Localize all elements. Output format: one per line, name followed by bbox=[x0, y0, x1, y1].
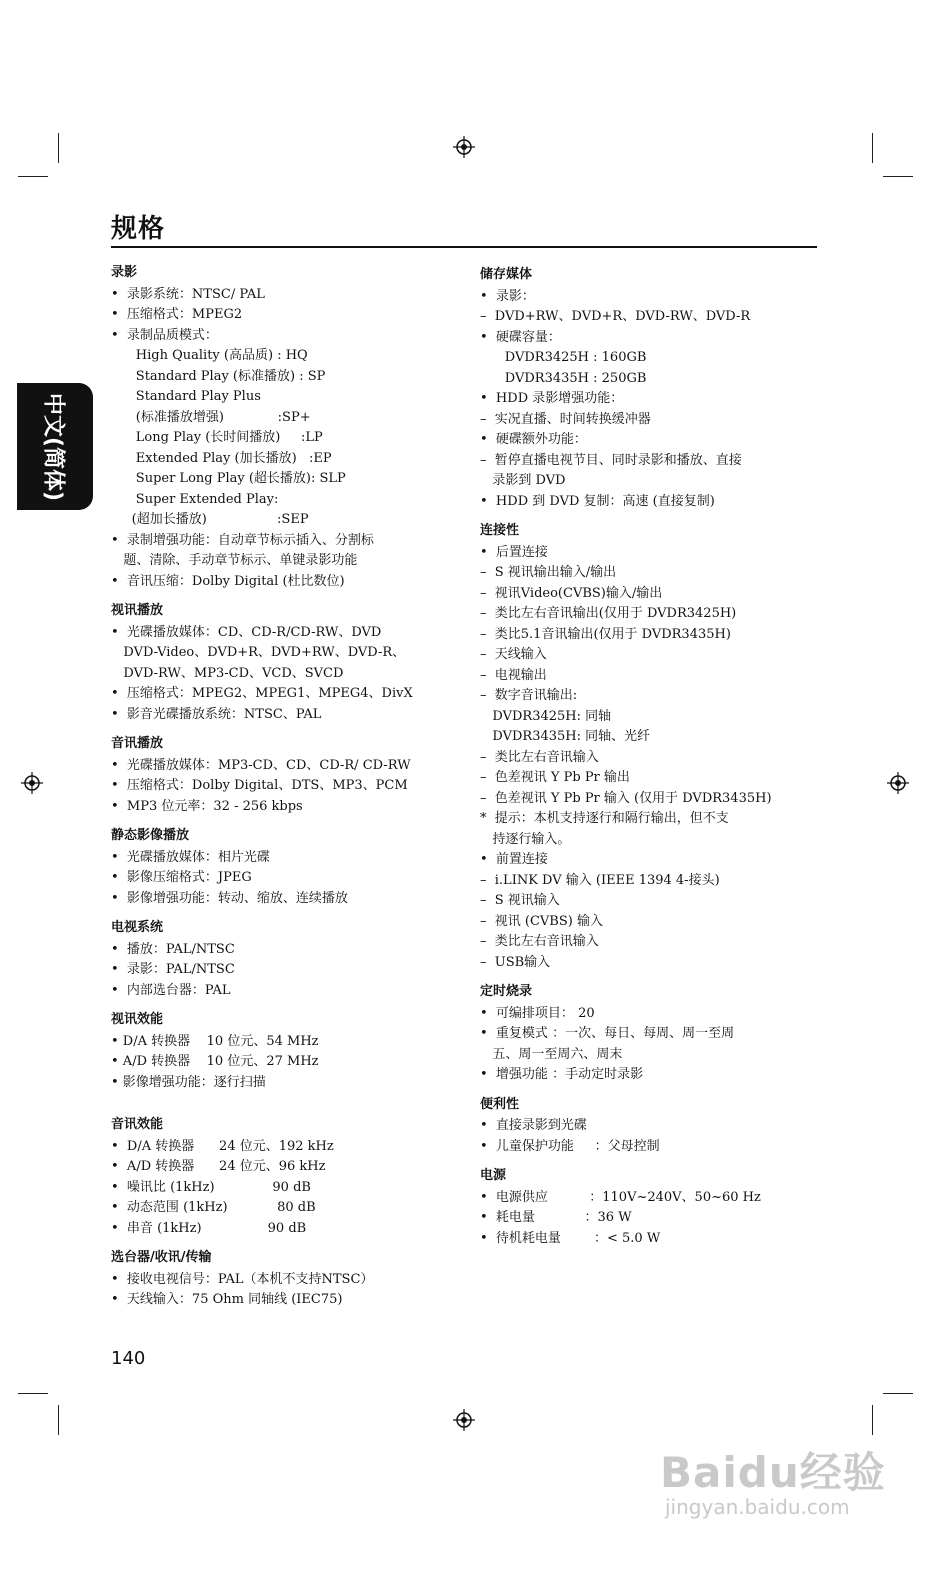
spec-line: • 录影系统：NTSC/ PAL bbox=[111, 286, 265, 302]
spec-line: • 噪讯比 (1kHz) 90 dB bbox=[111, 1179, 311, 1195]
spec-column-left bbox=[111, 263, 466, 1311]
spec-line: DVDR3425H : 160GB bbox=[480, 350, 647, 365]
spec-line: • 动态范围 (1kHz) 80 dB bbox=[111, 1200, 316, 1215]
spec-line: 五、周一至周六、周末 bbox=[480, 1046, 623, 1062]
spec-line: • 录影： bbox=[480, 288, 535, 304]
spec-line: • 天线输入：75 Ohm 同轴线 (IEC75) bbox=[111, 1292, 343, 1307]
spec-line: • 影像压缩格式：JPEG bbox=[111, 870, 252, 885]
section-heading: 音讯播放 bbox=[111, 736, 164, 751]
spec-line: • 直接录影到光碟 bbox=[480, 1118, 587, 1133]
crop-mark-top-left-v bbox=[58, 133, 59, 163]
spec-line: Long Play (长时间播放) :LP bbox=[111, 430, 323, 445]
spec-line: • 待机耗电量 ：< 5.0 W bbox=[480, 1230, 661, 1246]
spec-line: DVDR3435H : 250GB bbox=[480, 370, 647, 386]
spec-line: • 录制品质模式： bbox=[111, 327, 218, 343]
spec-line: – 色差视讯 Y Pb Pr 输出 bbox=[480, 770, 630, 785]
spec-line: • 音讯压缩：Dolby Digital (杜比数位) bbox=[111, 573, 345, 589]
spec-line: • 录制增强功能：自动章节标示插入、分割标 bbox=[111, 532, 374, 548]
spec-line: • 压缩格式：Dolby Digital、DTS、MP3、PCM bbox=[111, 778, 408, 793]
spec-line: 持逐行输入。 bbox=[480, 831, 571, 847]
spec-line: • 硬碟容量： bbox=[480, 329, 561, 345]
spec-line: DVDR3425H: 同轴 bbox=[480, 708, 612, 724]
spec-line: Super Extended Play: bbox=[111, 491, 279, 507]
spec-line: • A/D 转换器 24 位元、96 kHz bbox=[111, 1159, 326, 1174]
spec-line: – i.LINK DV 输入 (IEEE 1394 4-接头) bbox=[480, 872, 720, 888]
spec-line: • 内部选台器：PAL bbox=[111, 982, 231, 998]
spec-line: • A/D 转换器 10 位元、27 MHz bbox=[111, 1054, 319, 1069]
crop-mark-bottom-left-v bbox=[58, 1405, 59, 1435]
spec-line: • 硬碟额外功能： bbox=[480, 432, 587, 447]
spec-line: • 光碟播放媒体：相片光碟 bbox=[111, 849, 270, 865]
section-heading: 定时烧录 bbox=[480, 984, 533, 999]
watermark-url: jingyan.baidu.com bbox=[665, 1495, 850, 1519]
spec-line: – 类比左右音讯输入 bbox=[480, 934, 599, 949]
spec-line: • 增强功能 ：手动定时录影 bbox=[480, 1067, 644, 1082]
section-heading: 视讯效能 bbox=[111, 1012, 164, 1027]
section-heading: 录影 bbox=[111, 265, 138, 280]
crop-mark-bottom-right-v bbox=[872, 1405, 873, 1435]
spec-line: – DVD+RW、DVD+R、DVD-RW、DVD-R bbox=[480, 309, 751, 324]
spec-line: (超加长播放) :SEP bbox=[111, 512, 309, 527]
page-title: 规格 bbox=[111, 214, 166, 244]
registration-mark-icon bbox=[887, 772, 909, 794]
spec-line: • 重复模式 ：一次、每日、每周、周一至周 bbox=[480, 1026, 735, 1041]
spec-line: – S 视讯输入 bbox=[480, 893, 560, 908]
spec-line: • 后置连接 bbox=[480, 544, 548, 560]
spec-line: • HDD 到 DVD 复制：高速 (直接复制) bbox=[480, 493, 715, 509]
spec-line: – 视讯 (CVBS) 输入 bbox=[480, 913, 603, 929]
registration-mark-icon bbox=[21, 772, 43, 794]
section-heading: 电视系统 bbox=[111, 920, 164, 935]
registration-mark-icon bbox=[453, 1409, 475, 1431]
section-heading: 电源 bbox=[480, 1168, 507, 1183]
spec-line: DVD-RW、MP3-CD、VCD、SVCD bbox=[111, 665, 344, 681]
spec-line: * 提示：本机支持逐行和隔行输出，但不支 bbox=[480, 811, 729, 826]
crop-mark-top-left-h bbox=[18, 176, 48, 177]
spec-line: • 可编排项目： 20 bbox=[480, 1005, 595, 1021]
spec-line: • 播放：PAL/NTSC bbox=[111, 941, 235, 957]
section-heading: 储存媒体 bbox=[480, 267, 533, 282]
spec-line: • 儿童保护功能 ：父母控制 bbox=[480, 1138, 660, 1154]
spec-line: • 影像增强功能：转动、缩放、连续播放 bbox=[111, 890, 348, 906]
spec-line: – 电视输出 bbox=[480, 667, 547, 683]
spec-line: – 暂停直播电视节目、同时录影和播放、直接 bbox=[480, 452, 742, 468]
spec-line: (标准播放增强) :SP+ bbox=[111, 409, 311, 425]
spec-line: Standard Play (标准播放) : SP bbox=[111, 368, 326, 384]
spec-line: • D/A 转换器 24 位元、192 kHz bbox=[111, 1138, 334, 1154]
spec-line: – 色差视讯 Y Pb Pr 输入 (仅用于 DVDR3435H) bbox=[480, 790, 772, 806]
spec-line: – USB输入 bbox=[480, 954, 551, 970]
spec-line: • 录影：PAL/NTSC bbox=[111, 962, 235, 977]
spec-line: High Quality (高品质) : HQ bbox=[111, 348, 308, 363]
spec-line: – 视讯Video(CVBS)输入/输出 bbox=[480, 585, 663, 601]
spec-line: • 影像增强功能：逐行扫描 bbox=[111, 1074, 266, 1090]
spec-line: Extended Play (加长播放) :EP bbox=[111, 450, 332, 466]
spec-line: • 前置连接 bbox=[480, 852, 548, 867]
language-tab bbox=[17, 383, 93, 510]
spec-line: • D/A 转换器 10 位元、54 MHz bbox=[111, 1033, 319, 1049]
registration-mark-icon bbox=[453, 136, 475, 158]
spec-line: – 类比左右音讯输出(仅用于 DVDR3425H) bbox=[480, 606, 737, 621]
section-heading: 选台器/收讯/传输 bbox=[111, 1250, 212, 1265]
watermark-logo: Baidu经验 bbox=[660, 1448, 886, 1497]
section-heading: 便利性 bbox=[480, 1096, 520, 1112]
spec-line: • 接收电视信号：PAL（本机不支持NTSC） bbox=[111, 1271, 374, 1287]
spec-line: DVDR3435H: 同轴、光纤 bbox=[480, 729, 651, 744]
spec-line: • 光碟播放媒体：CD、CD-R/CD-RW、DVD bbox=[111, 624, 382, 640]
section-heading: 连接性 bbox=[480, 523, 520, 538]
spec-line: – 实况直播、时间转换缓冲器 bbox=[480, 411, 651, 427]
spec-line: • 压缩格式：MPEG2、MPEG1、MPEG4、DivX bbox=[111, 686, 413, 701]
spec-line: • 光碟播放媒体：MP3-CD、CD、CD-R/ CD-RW bbox=[111, 757, 411, 773]
title-rule bbox=[111, 246, 817, 248]
spec-line: • 串音 (1kHz) 90 dB bbox=[111, 1220, 307, 1236]
spec-line: • MP3 位元率：32 - 256 kbps bbox=[111, 798, 303, 814]
spec-line: 录影到 DVD bbox=[480, 473, 566, 488]
page-number: 140 bbox=[111, 1348, 146, 1369]
section-heading: 视讯播放 bbox=[111, 603, 164, 618]
spec-line: Super Long Play (超长播放): SLP bbox=[111, 471, 346, 486]
spec-column-right bbox=[480, 265, 820, 1249]
spec-line: – 天线输入 bbox=[480, 647, 547, 662]
spec-line: Standard Play Plus bbox=[111, 389, 261, 404]
spec-line: – 类比5.1音讯输出(仅用于 DVDR3435H) bbox=[480, 626, 731, 642]
crop-mark-top-right-v bbox=[872, 133, 873, 163]
spec-line: DVD-Video、DVD+R、DVD+RW、DVD-R、 bbox=[111, 645, 406, 660]
crop-mark-bottom-left-h bbox=[18, 1393, 48, 1394]
section-heading: 音讯效能 bbox=[111, 1117, 164, 1132]
spec-line: • 影音光碟播放系统：NTSC、PAL bbox=[111, 706, 322, 722]
spec-line: 题、清除、手动章节标示、单键录影功能 bbox=[111, 553, 358, 568]
crop-mark-top-right-h bbox=[883, 176, 913, 177]
spec-line: • 电源供应 ：110V~240V、50~60 Hz bbox=[480, 1189, 761, 1205]
spec-line: – 数字音讯输出: bbox=[480, 688, 578, 703]
spec-line: • 耗电量 ：36 W bbox=[480, 1210, 632, 1225]
spec-line: – S 视讯输出输入/输出 bbox=[480, 565, 617, 580]
spec-line: – 类比左右音讯输入 bbox=[480, 749, 599, 765]
crop-mark-bottom-right-h bbox=[883, 1393, 913, 1394]
section-heading: 静态影像播放 bbox=[111, 828, 190, 843]
spec-line: • HDD 录影增强功能： bbox=[480, 391, 624, 406]
language-tab-label: 中文(简体) bbox=[40, 392, 66, 501]
spec-line: • 压缩格式：MPEG2 bbox=[111, 307, 243, 322]
